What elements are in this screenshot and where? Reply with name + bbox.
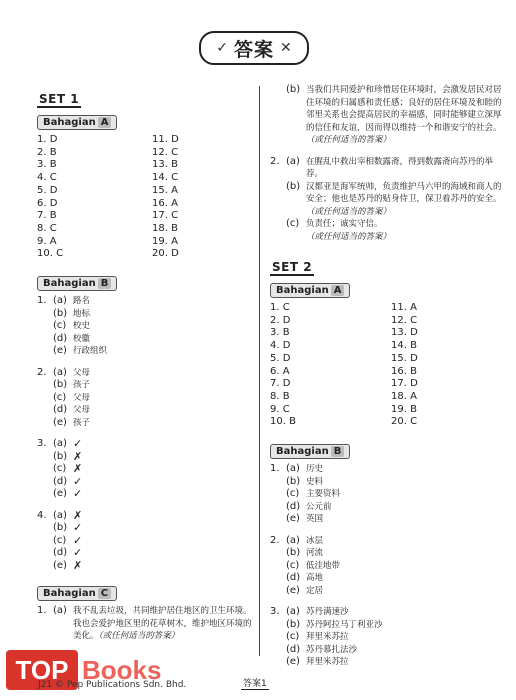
- sub-label: (e): [53, 559, 67, 571]
- answer-line: [53, 488, 257, 501]
- mcq-answer: 13. D: [391, 327, 418, 339]
- tick-mark: ✓: [73, 487, 83, 501]
- answer-line: [53, 417, 257, 430]
- page-title-text: 答案: [233, 38, 274, 61]
- answer-line: [286, 84, 502, 147]
- mcq-answers-set2: [270, 302, 502, 429]
- answer-line: [53, 367, 257, 380]
- tick-mark: ✓: [73, 546, 83, 560]
- tick-mark: ✓: [73, 437, 83, 451]
- mcq-answer: 8. C: [37, 222, 57, 234]
- answer-line: [286, 218, 502, 243]
- mcq-answer: 19. A: [152, 235, 178, 247]
- answer-text: 当我们共同爱护和珍惜居住环境时，会激发居民对居住环境的归属感和责任感；良好的居住环境及和睦的邻里关系也会提高居民的幸福感，同时能够建立深厚的信任和友谊，因而得以维持一个和谐安宁的社会。: [306, 85, 502, 133]
- answer-text: 孩子: [73, 417, 91, 428]
- answer-text: 主要资料: [306, 489, 341, 500]
- tick-mark: ✓: [73, 521, 83, 535]
- answer-line: [286, 572, 502, 585]
- mcq-answer: 4. C: [37, 172, 57, 184]
- sub-label: (e): [53, 416, 67, 428]
- sub-label: (c): [53, 320, 67, 332]
- answer-line: [53, 476, 257, 489]
- answer-text: 史料: [306, 476, 324, 487]
- answer-text: 校徽: [73, 333, 91, 344]
- page-title: [199, 31, 309, 65]
- sub-label: (d): [53, 547, 68, 559]
- question-body: [286, 606, 502, 669]
- mcq-answer: 16. B: [391, 365, 417, 377]
- answer-note: （或任何适当的答案）: [306, 135, 392, 145]
- answer-text: 冰层: [306, 535, 324, 546]
- answer-text: 苏丹慕扎法沙: [306, 644, 358, 655]
- sub-label: (e): [53, 488, 67, 500]
- sub-label: (b): [53, 450, 68, 462]
- sub-label: (b): [286, 180, 301, 192]
- answer-line: [53, 605, 257, 643]
- question-body: [286, 84, 502, 147]
- cross-mark: ✗: [73, 462, 83, 476]
- answer-text: 校史: [73, 321, 91, 332]
- answer-line: [286, 476, 502, 489]
- section-label: Bahagian: [276, 285, 329, 296]
- sub-label: (a): [53, 295, 67, 307]
- answer-line: [286, 619, 502, 632]
- answer-text: 行政组织: [73, 346, 108, 357]
- mcq-answer: 20. D: [152, 248, 179, 260]
- column-divider: [259, 86, 260, 656]
- mcq-answer: 19. B: [391, 403, 417, 415]
- section-label: Bahagian: [43, 588, 96, 600]
- mcq-answer: 17. D: [391, 378, 418, 390]
- answer-line: [286, 547, 502, 560]
- answer-text: 英国: [306, 514, 324, 525]
- mcq-answer: 17. C: [152, 210, 179, 222]
- answer-paragraph: [73, 605, 257, 643]
- answer-text: 我不乱丢垃圾，共同维护居住地区的卫生环境。我也会爱护地区里的花草树木，维护地区环境的美化。: [73, 606, 252, 642]
- sub-label: (e): [286, 656, 300, 668]
- check-icon: ✓: [216, 40, 228, 56]
- mcq-answer: 15. A: [152, 184, 178, 196]
- sub-label: (c): [53, 534, 67, 546]
- cross-mark: ✗: [73, 449, 83, 463]
- question-number: 3.: [270, 606, 280, 618]
- question-number: 1.: [270, 463, 280, 475]
- right-column: [270, 84, 502, 678]
- mcq-answer: 6. D: [37, 197, 58, 209]
- question-body: [286, 535, 502, 598]
- section-heading-b: [37, 276, 117, 291]
- answer-note: （或任何适当的答案）: [306, 206, 392, 217]
- answer-text: 河流: [306, 548, 324, 559]
- mcq-col-2: [152, 134, 257, 261]
- sub-label: (a): [286, 534, 300, 546]
- answer-text: 父母: [73, 367, 91, 378]
- mcq-answer: 14. B: [391, 340, 417, 352]
- section-letter: B: [331, 446, 345, 457]
- sub-label: (c): [286, 559, 300, 571]
- answer-line: [53, 510, 257, 523]
- answer-note: （或任何适当的答案）: [98, 631, 180, 642]
- answer-line: [53, 320, 257, 333]
- sub-label: (a): [53, 438, 67, 450]
- sub-label: (d): [53, 332, 68, 344]
- answer-text: 苏丹满速沙: [306, 607, 349, 618]
- answer-line: [53, 547, 257, 560]
- answer-text: 在腥乱中救出宰相数露斋，得到数露斋向苏丹的举荐。: [306, 156, 494, 179]
- mcq-answer: 1. C: [270, 302, 290, 313]
- sub-label: (a): [286, 606, 300, 618]
- question-2-1: [270, 463, 502, 526]
- question-number: 2.: [37, 366, 47, 378]
- sub-label: (b): [286, 618, 301, 630]
- section-heading-a: [37, 115, 117, 130]
- sub-label: (a): [53, 509, 67, 521]
- cross-icon: ✕: [280, 40, 292, 56]
- section-heading-c: [37, 586, 117, 601]
- answer-line: [286, 463, 502, 476]
- answer-line: [286, 631, 502, 644]
- sub-label: (b): [286, 547, 301, 559]
- answer-line: [53, 308, 257, 321]
- question-c1b: [270, 84, 502, 147]
- answer-line: [286, 585, 502, 598]
- sub-label: (c): [53, 391, 67, 403]
- mcq-answer: 8. B: [270, 390, 290, 402]
- sub-label: (b): [286, 84, 301, 95]
- answer-line: [53, 333, 257, 346]
- answer-line: [53, 463, 257, 476]
- answer-line: [53, 404, 257, 417]
- cross-mark: ✗: [73, 558, 83, 572]
- answer-text: 苏丹阿拉马丁利亚沙: [306, 619, 383, 630]
- mcq-answer: 12. C: [391, 314, 418, 326]
- question-3: [37, 438, 257, 501]
- mcq-answer: 9. C: [270, 403, 290, 415]
- tick-mark: ✓: [73, 533, 83, 547]
- answer-line: [53, 438, 257, 451]
- mcq-answer: 3. B: [37, 159, 57, 171]
- mcq-answer: 18. A: [391, 390, 417, 402]
- answer-note: （或任何适当的答案）: [306, 231, 392, 242]
- mcq-answer: 2. D: [270, 314, 291, 326]
- answer-line: [53, 392, 257, 405]
- section-letter: A: [331, 285, 345, 296]
- answer-line: [286, 156, 502, 181]
- sub-label: (e): [53, 345, 67, 357]
- answer-line: [286, 644, 502, 657]
- sub-label: (d): [286, 643, 301, 655]
- section-letter: A: [98, 117, 112, 128]
- answer-line: [286, 535, 502, 548]
- answer-text: 汉都亚是海军统帅，负责维护马六甲的海域和商人的安全；他也是苏丹的贴身侍卫，保卫着苏丹的安全。: [306, 181, 502, 204]
- sub-label: (e): [286, 584, 300, 596]
- answer-paragraph: [306, 218, 502, 243]
- mcq-answer: 20. C: [391, 416, 418, 428]
- sub-label: (b): [53, 522, 68, 534]
- mcq-answer: 5. D: [37, 184, 58, 196]
- question-number: 3.: [37, 438, 47, 450]
- sub-label: (c): [286, 488, 300, 500]
- sub-label: (e): [286, 513, 300, 525]
- question-body: [53, 438, 257, 501]
- sub-label: (b): [53, 379, 68, 391]
- mcq-answer: 1. D: [37, 134, 58, 145]
- question-2-3: [270, 606, 502, 669]
- question-number: 4.: [37, 509, 47, 521]
- mcq-answer: 10. B: [270, 416, 296, 428]
- mcq-answer: 11. D: [152, 134, 179, 145]
- sub-label: (b): [53, 307, 68, 319]
- answer-line: [286, 513, 502, 526]
- page-number: 答案1: [241, 676, 269, 690]
- sub-label: (b): [286, 475, 301, 487]
- question-number: 2.: [270, 155, 280, 167]
- logo-books: Books: [82, 655, 162, 685]
- sub-label: (d): [286, 572, 301, 584]
- answer-line: [286, 181, 502, 219]
- question-body: [53, 367, 257, 430]
- answer-text: 孩子: [73, 380, 91, 391]
- sub-label: (a): [53, 366, 67, 378]
- sub-label: (a): [286, 155, 300, 167]
- mcq-answer: 14. C: [152, 172, 179, 184]
- answer-text: 路名: [73, 296, 91, 307]
- mcq-answer: 3. B: [270, 327, 290, 339]
- sub-label: (d): [53, 475, 68, 487]
- copyright-text: J21 © Pep Publications Sdn. Bhd.: [38, 680, 187, 690]
- question-body: [53, 510, 257, 573]
- mcq-col-1: [37, 134, 142, 261]
- mcq-answer: 10. C: [37, 248, 64, 260]
- answer-line: [53, 345, 257, 358]
- section-label: Bahagian: [43, 278, 96, 290]
- question-body: [286, 156, 502, 244]
- answer-paragraph: [306, 181, 502, 219]
- sub-label: (a): [53, 605, 67, 617]
- sub-label: (d): [286, 500, 301, 512]
- answer-line: [286, 501, 502, 514]
- mcq-answer: 15. D: [391, 352, 418, 364]
- question-number-spacer: [270, 84, 286, 147]
- mcq-answer: 16. A: [152, 197, 178, 209]
- answer-line: [53, 535, 257, 548]
- question-c2: [270, 156, 502, 244]
- set-1-heading: SET 1: [39, 92, 80, 106]
- mcq-answer: 7. B: [37, 210, 57, 222]
- sub-label: (c): [286, 218, 300, 229]
- mcq-answer: 4. D: [270, 340, 291, 352]
- answer-line: [53, 560, 257, 573]
- mcq-answer: 13. B: [152, 159, 178, 171]
- answer-text: 拜里米苏拉: [306, 657, 349, 668]
- sub-label: (d): [53, 404, 68, 416]
- question-body: [286, 463, 502, 526]
- sub-label: (c): [286, 631, 300, 643]
- question-number: 2.: [270, 534, 280, 546]
- mcq-answer: 2. B: [37, 146, 57, 158]
- section-letter: C: [98, 588, 111, 599]
- sub-label: (c): [53, 463, 67, 475]
- cross-mark: ✗: [73, 508, 83, 522]
- mcq-answer: 9. A: [37, 235, 57, 247]
- answer-line: [53, 522, 257, 535]
- answer-text: 低洼地带: [306, 560, 341, 571]
- question-number: 1.: [37, 295, 47, 307]
- set-2-heading: SET 2: [272, 260, 313, 274]
- mcq-answer: 7. D: [270, 378, 291, 390]
- left-column: [37, 88, 257, 652]
- mcq-col-2: [391, 302, 502, 429]
- question-body: [53, 605, 257, 643]
- answer-line: [53, 451, 257, 464]
- question-c1: [37, 605, 257, 643]
- mcq-answer: 5. D: [270, 352, 291, 364]
- answer-text: 地标: [73, 308, 91, 319]
- answer-paragraph: [306, 84, 502, 147]
- section-letter: B: [98, 278, 112, 289]
- logo-top: TOP: [6, 650, 78, 690]
- answer-text: 父母: [73, 405, 91, 416]
- mcq-col-1: [270, 302, 381, 429]
- answer-text: 负责任；诚实守信。: [306, 219, 383, 229]
- question-1: [37, 295, 257, 358]
- answer-text: 父母: [73, 392, 91, 403]
- answer-line: [286, 656, 502, 669]
- answer-text: 拜里米苏拉: [306, 632, 349, 643]
- mcq-answers-set1: [37, 134, 257, 261]
- answer-text: 公元前: [306, 501, 332, 512]
- mcq-answer: 12. C: [152, 146, 179, 158]
- sub-label: (a): [286, 463, 300, 475]
- question-2-2: [270, 535, 502, 598]
- mcq-answer: 18. B: [152, 222, 178, 234]
- section-heading-b2: [270, 444, 350, 459]
- section-heading-a2: [270, 283, 350, 298]
- question-body: [53, 295, 257, 358]
- answer-line: [53, 295, 257, 308]
- answer-text: 历史: [306, 464, 324, 475]
- mcq-answer: 11. A: [391, 302, 417, 313]
- section-label: Bahagian: [276, 446, 329, 458]
- section-label: Bahagian: [43, 117, 96, 128]
- tick-mark: ✓: [73, 474, 83, 488]
- question-4: [37, 510, 257, 573]
- answer-text: 定居: [306, 585, 324, 596]
- answer-text: 高地: [306, 573, 324, 584]
- question-2: [37, 367, 257, 430]
- mcq-answer: 6. A: [270, 365, 290, 377]
- answer-line: [286, 560, 502, 573]
- answer-line: [53, 379, 257, 392]
- answer-line: [286, 488, 502, 501]
- question-number: 1.: [37, 605, 47, 617]
- answer-line: [286, 606, 502, 619]
